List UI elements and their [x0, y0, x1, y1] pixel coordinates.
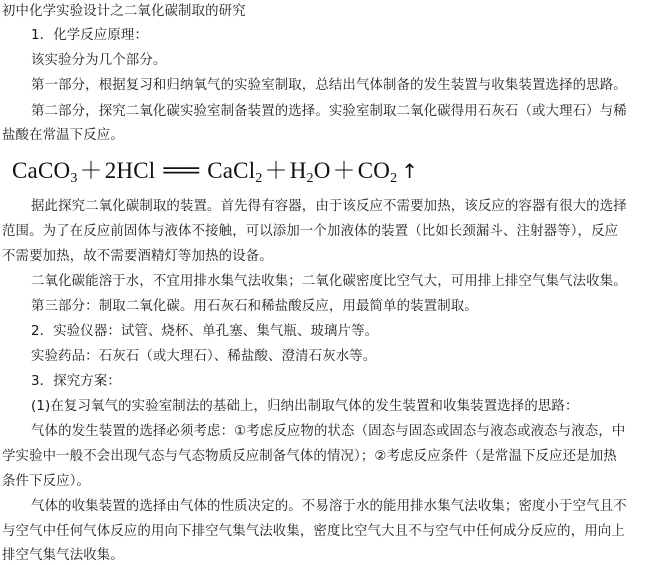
paragraph-line: 第三部分：制取二氧化碳。用石灰石和稀盐酸反应，用最简单的装置制取。 — [31, 299, 478, 314]
section-heading-plan: 3．探究方案： — [31, 374, 121, 389]
plus-sign: ＋ — [332, 158, 356, 183]
plus-sign: ＋ — [264, 158, 288, 183]
paragraph-line: 范围。为了在反应前固体与液体不接触，可以添加一个加液体的装置（比如长颈漏斗、注射器等），反应 — [2, 224, 619, 239]
formula-co2: $CO_2$ — [357, 158, 398, 186]
gas-evolution-arrow-icon: ↑ — [401, 159, 419, 183]
paragraph-line: 条件下反应）。 — [2, 474, 91, 489]
formula-hcl: 2HCl — [104, 158, 156, 183]
paragraph-line: 与空气中任何气体反应的用向下排空气集气法收集，密度比空气大且不与空气中任何成分反应的，用向上 — [2, 524, 625, 539]
paragraph-line: 气体的收集装置的选择由气体的性质决定的。不易溶于水的能用排水集气法收集；密度小于空气且不 — [31, 499, 627, 514]
plus-sign: ＋ — [79, 158, 103, 183]
formula-caco3: CaCO$_3$ — [12, 158, 78, 186]
paragraph-line: 据此探究二氧化碳制取的装置。首先得有容器，由于该反应不需要加热，该反应的容器有很大的选择 — [31, 199, 627, 214]
section-heading-instruments: 2．实验仪器：试管、烧杯、单孔塞、集气瓶、玻璃片等。 — [31, 324, 379, 339]
paragraph-line: 二氧化碳能溶于水，不宜用排水集气法收集；二氧化碳密度比空气大，可用排上排空气集气法收集。 — [31, 274, 627, 289]
paragraph-line: 排空气集气法收集。 — [2, 548, 124, 563]
paragraph-line: (1)在复习氧气的实验室制法的基础上，归纳出制取气体的发生装置和收集装置选择的思路： — [31, 399, 579, 414]
formula-h2o: $H_2O$ — [289, 158, 331, 186]
paragraph-line: 盐酸在常温下反应。 — [2, 128, 124, 143]
paragraph-line: 学实验中一般不会出现气态与气态物质反应制备气体的情况）；②考虑反应条件（是常温下反应还是加热 — [2, 449, 617, 464]
paragraph-line: 气体的发生装置的选择必须考虑：①考虑反应物的状态（固态与固态或固态与液态或液态与液态，中 — [31, 424, 626, 439]
paragraph-line: 该实验分为几个部分。 — [31, 53, 167, 68]
paragraph-line: 第二部分，探究二氧化碳实验室制备装置的选择。实验室制取二氧化碳得用石灰石（或大理石）与稀 — [31, 104, 627, 119]
formula-cacl2: CaCl$_2$ — [207, 158, 263, 186]
section-heading-reaction-principle: 1．化学反应原理： — [31, 28, 148, 43]
paragraph-line: 第一部分，根据复习和归纳氧气的实验室制取，总结出气体制备的发生装置与收集装置选择的思路。 — [31, 78, 627, 93]
document-title: 初中化学实验设计之二氧化碳制取的研究 — [2, 4, 246, 19]
paragraph-line: 实验药品：石灰石（或大理石）、稀盐酸、澄清石灰水等。 — [31, 349, 377, 364]
chemical-equation — [12, 153, 418, 189]
paragraph-line: 不需要加热，故不需要酒精灯等加热的设备。 — [2, 249, 273, 264]
equals-sign: ══ — [163, 157, 200, 184]
